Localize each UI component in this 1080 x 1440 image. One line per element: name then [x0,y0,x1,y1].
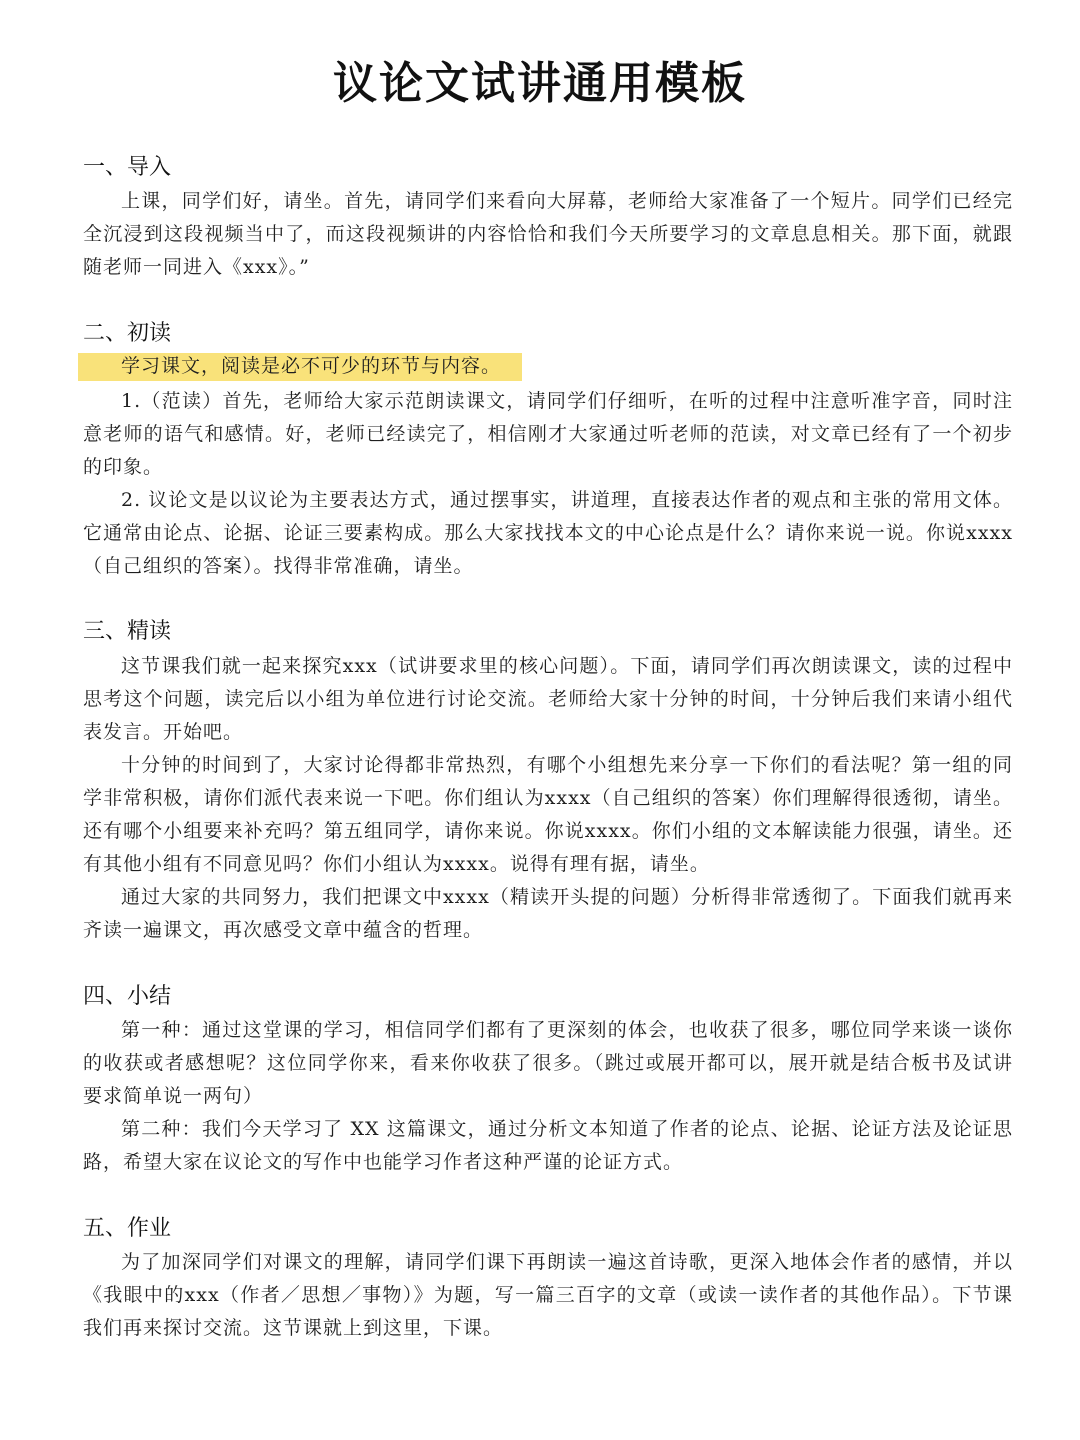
section-heading-intro: 一、导入 [83,155,172,180]
summary-paragraph-1: 第一种：通过这堂课的学习，相信同学们都有了更深刻的体会，也收获了很多，哪位同学来谈一谈你的收获或者感想呢？这位同学你来，看来你收获了很多。（跳过或展开都可以，展开就是结合板书及试讲要求简单说一两句） [83,1019,1013,1107]
section-heading-summary: 四、小结 [83,984,172,1009]
section-heading-close-reading: 三、精读 [83,619,172,644]
close-reading-paragraph-3: 通过大家的共同努力，我们把课文中xxxx（精读开头提的问题）分析得非常透彻了。下面我们就再来齐读一遍课文，再次感受文章中蕴含的哲理。 [83,886,1013,941]
intro-paragraph: 上课，同学们好，请坐。首先，请同学们来看向大屏幕，老师给大家准备了一个短片。同学们已经完全沉浸到这段视频当中了，而这段视频讲的内容恰恰和我们今天所要学习的文章息息相关。那下面，就跟随老师一同进入《xxx》。” [83,190,1013,278]
first-reading-paragraph-2: 2. 议论文是以议论为主要表达方式，通过摆事实，讲道理，直接表达作者的观点和主张的常用文体。它通常由论点、论据、论证三要素构成。那么大家找找本文的中心论点是什么？请你来说一说。你说xxxx（自己组织的答案）。找得非常准确，请坐。 [83,489,1013,577]
close-reading-paragraph-2: 十分钟的时间到了，大家讨论得都非常热烈，有哪个小组想先来分享一下你们的看法呢？第一组的同学非常积极，请你们派代表来说一下吧。你们组认为xxxx（自己组织的答案）你们理解得很透彻，请坐。还有哪个小组要来补充吗？第五组同学，请你来说。你说xxxx。你们小组的文本解读能力很强，请坐。还有其他小组有不同意见吗？你们小组认为xxxx。说得有理有据，请坐。 [83,754,1013,875]
close-reading-paragraph-1: 这节课我们就一起来探究xxx（试讲要求里的核心问题）。下面，请同学们再次朗读课文，读的过程中思考这个问题，读完后以小组为单位进行讨论交流。老师给大家十分钟的时间，十分钟后我们来请小组代表发言。开始吧。 [83,655,1013,743]
section-heading-first-reading: 二、初读 [83,321,172,346]
highlighted-sentence: 学习课文，阅读是必不可少的环节与内容。 [121,355,502,377]
section-heading-homework: 五、作业 [83,1216,172,1241]
homework-paragraph: 为了加深同学们对课文的理解，请同学们课下再朗读一遍这首诗歌，更深入地体会作者的感情，并以《我眼中的xxx（作者／思想／事物）》为题，写一篇三百字的文章（或读一读作者的其他作品）。下节课我们再来探讨交流。这节课就上到这里，下课。 [83,1251,1013,1339]
first-reading-paragraph-1: 1.（范读）首先，老师给大家示范朗读课文，请同学们仔细听，在听的过程中注意听准字音，同时注意老师的语气和感情。好，老师已经读完了，相信刚才大家通过听老师的范读，对文章已经有了一个初步的印象。 [83,390,1013,478]
summary-paragraph-2: 第二种：我们今天学习了 XX 这篇课文，通过分析文本知道了作者的论点、论据、论证方法及论证思路，希望大家在议论文的写作中也能学习作者这种严谨的论证方式。 [83,1118,1013,1173]
page-title: 议论文试讲通用模板 [333,58,747,109]
